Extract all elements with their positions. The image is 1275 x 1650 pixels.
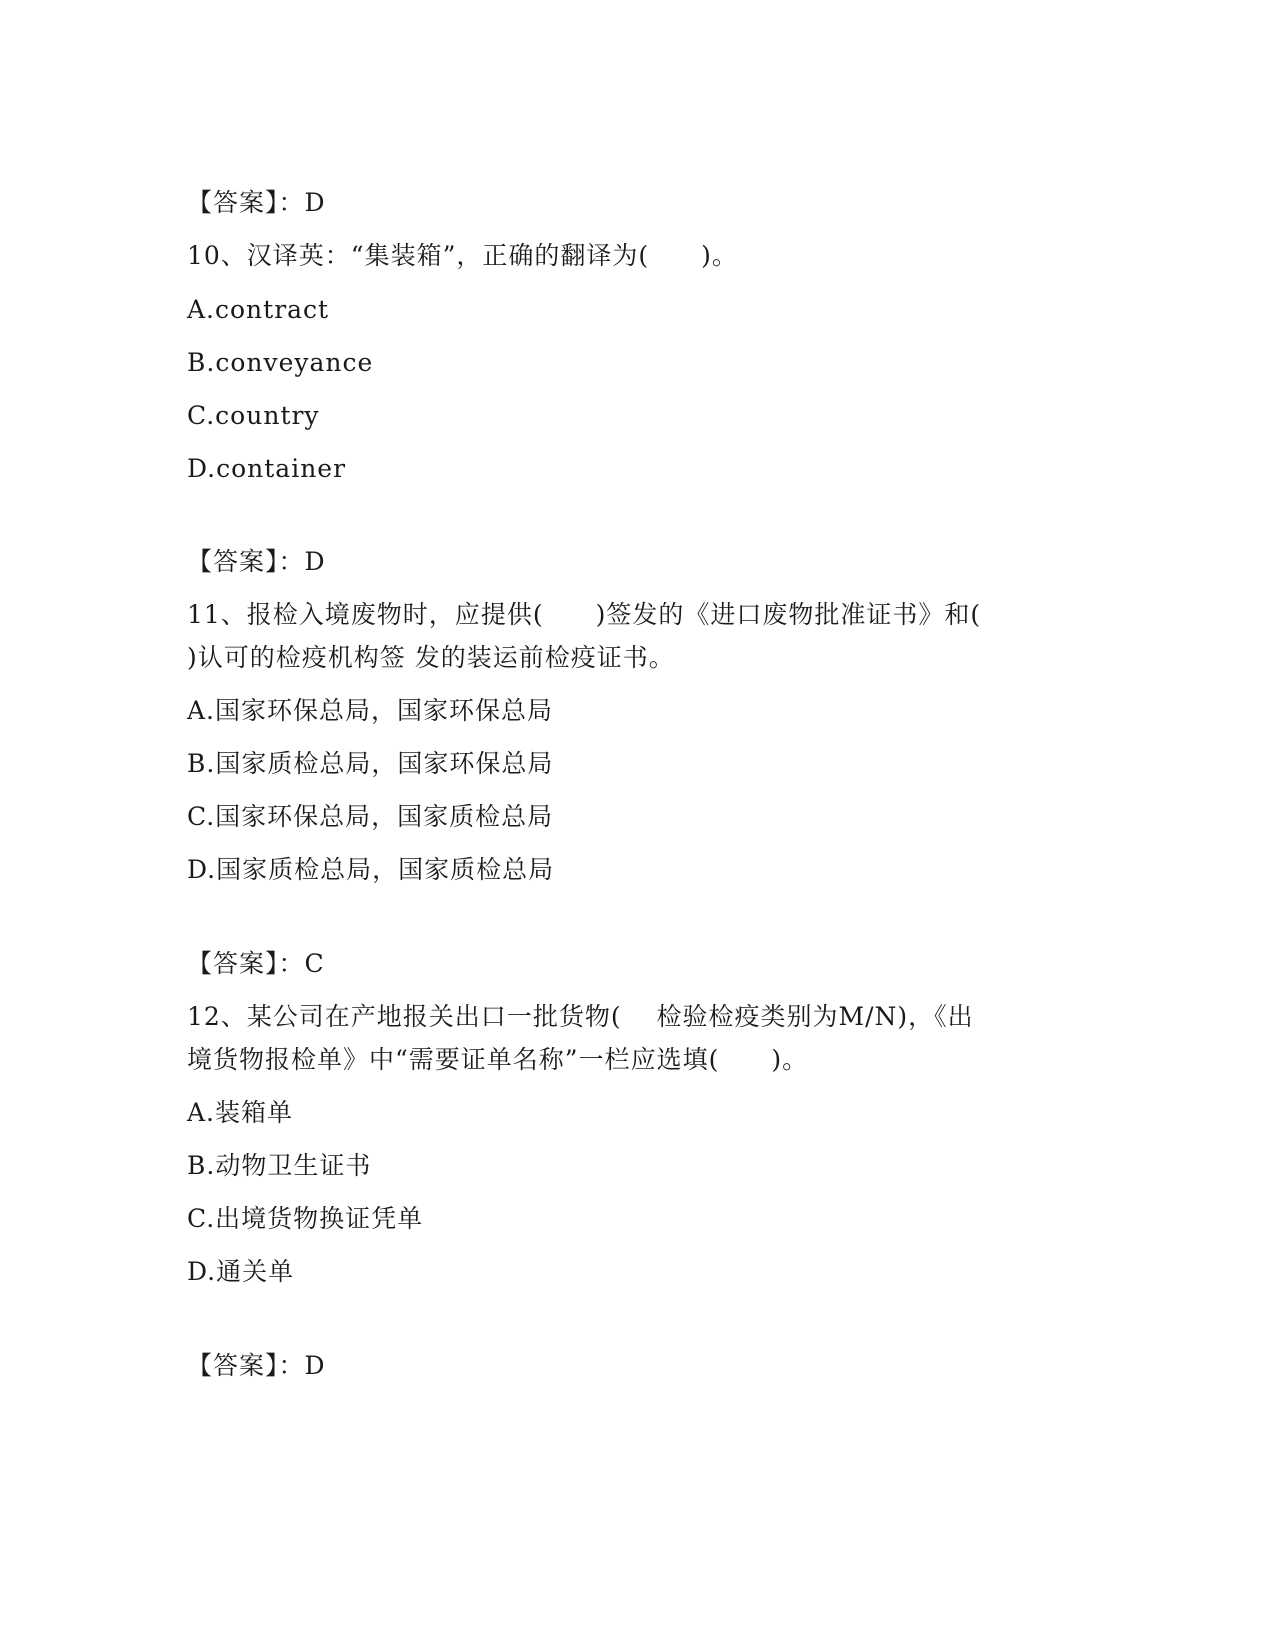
question-11-option-d: D.国家质检总局，国家质检总局 <box>187 855 555 884</box>
question-11-option-c: C.国家环保总局，国家质检总局 <box>187 802 554 831</box>
question-11-option-a: A.国家环保总局，国家环保总局 <box>187 696 554 725</box>
question-10-stem: 10、汉译英：“集装箱”，正确的翻译为( )。 <box>187 241 738 270</box>
question-11-stem-line2: )认可的检疫机构签 发的装运前检疫证书。 <box>187 643 675 672</box>
question-10-option-c: C.country <box>187 401 320 430</box>
question-12-option-c: C.出境货物换证凭单 <box>187 1204 424 1233</box>
question-10-option-a: A.contract <box>187 295 330 324</box>
answer-11: 【答案】：C <box>187 949 325 978</box>
question-12-option-a: A.装箱单 <box>187 1098 294 1127</box>
question-12-option-d: D.通关单 <box>187 1257 295 1286</box>
question-10-option-d: D.container <box>187 454 347 483</box>
question-12-option-b: B.动物卫生证书 <box>187 1151 372 1180</box>
question-12-stem-line1: 12、某公司在产地报关出口一批货物( 检验检疫类别为M/N)，《出 <box>187 1002 974 1031</box>
question-11-stem-line1: 11、报检入境废物时，应提供( )签发的《进口废物批准证书》和( <box>187 600 982 629</box>
answer-12: 【答案】：D <box>187 1351 326 1380</box>
answer-9: 【答案】：D <box>187 188 326 217</box>
answer-10: 【答案】：D <box>187 547 326 576</box>
question-12-stem-line2: 境货物报检单》中“需要证单名称”一栏应选填( )。 <box>187 1045 809 1074</box>
question-10-option-b: B.conveyance <box>187 348 374 377</box>
question-11-option-b: B.国家质检总局，国家环保总局 <box>187 749 554 778</box>
